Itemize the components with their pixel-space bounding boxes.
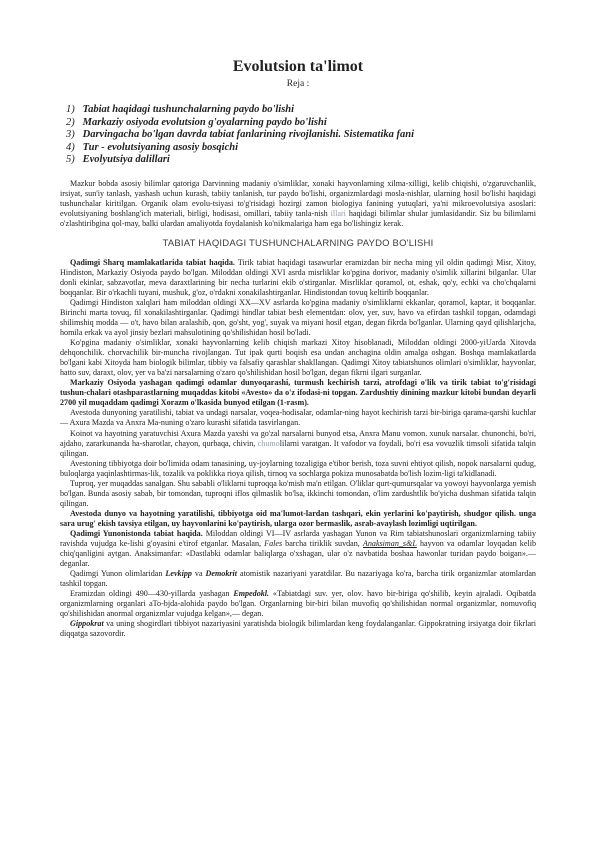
paragraph-text: va <box>194 569 203 579</box>
name-fales: Fales <box>264 539 283 549</box>
paragraph-empedokl <box>60 589 536 619</box>
paragraph-text: Eramizdan oldingi 490—430-yillarda yashagan <box>70 589 230 599</box>
paragraph-lead: Qadimgi Yunonistonda tabiat haqida. <box>70 529 203 538</box>
paragraph-greece <box>60 529 536 569</box>
paragraph-china: Ko'pgina madaniy o'simliklar, xonaki hayvonlarning kelib chiqish markazi Xitoy hisoblanadi, Miloddan oldingi 2000-yiUarda Xitovda dehqonchilik. chorvachilik bir-muncha rivojlangan. Tut ipak qurti boqish esa undan anchagina oldin amalga oshgan. Boshqa mamlakatlarda bo'lgani kabi Xitoyda ham biologik bilimlar, tibbiy va falsafiy qarashlar shakllangan. Qadimgi Xitoy tabiatshunos olimlari o'simliklar, hayvonlar, hatto suv, daraxt, olov, yer va ba'zi narsalarning o'zaro qo'shilishidan hosil bo'lgan, degan fikrni ilgari surganlar. <box>60 338 536 378</box>
plan-item <box>66 104 536 117</box>
paragraph-text-end: «Tabiatdagi suv. yer, olov. havo bir-biriga qo'shilib, keyin ajraladi. Oqibatda organizmlarning organlari aTo-bjda-alohida paydo bo'lgan. Organlarning bir-biri bilan muvofiq qo'shilishidan normal organizmlar, nomuvofiq qo'shilishidan anormal organizmlar vujudga kelgan»,— degan. <box>60 589 536 619</box>
paragraph-text: Koinot va hayotning yaratuvchisi Axura Mazda yaxshi va go'zal narsalarni bunyod etsa, Anxra Manu vomon. xunuk narsalar. chunonchi, bo'ri, ajdaho, zararkunanda ha-sharotlar, chayon, qurbaqa, chivin, <box>60 428 536 448</box>
plan-item <box>66 154 536 167</box>
paragraph-india: Qadimgi Hindiston xalqlari ham miloddan oldingi XX—XV asrlarda ko'pgina madaniy o'simliklarni ekkanlar, qoramol, kaptar, it boqqanlar. Birinchi marta tovuq, fil xonakilashtirganlar. Qadimgi hindlar tabiat besh elementdan: olov, yer, suv, havo va efirdan tashkil topgan, odamdagi shilimshiq modda — o't, havo bilan aralashib, qon, go'sht, yog', suyak va miyani hosil etgan, degan fikrda bo'lganlar. Ularning qayd qilishlarjcha, homila erkak va ayol jinsiy bezlari mahsulotining qo'shilishidan hosil bo'ladi. <box>60 297 536 338</box>
name-levkipp: Levkipp <box>165 569 192 579</box>
plan-item-text: Darvingacha bo'lgan davrda tabiat fanlarining rivojlanishi. Sistematika fani <box>82 129 415 140</box>
plan-item <box>66 129 536 142</box>
paragraph-faint-text: chumo <box>257 438 280 448</box>
plan-item-text: Evolyutsiya dalillari <box>82 154 170 165</box>
plan-item-number: 5) <box>66 154 75 165</box>
paragraph-soil: Tuproq, yer muqaddas sanalgan. Shu sababli o'liklarni tuproqqa ko'mish ma'n etilgan. O'liklar qurt-qumursqalar va yowoyi hayvonlarga yemish bo'lgan. Bunda asosiy sabab, bir tomondan, tuproqni iflos qilmaslik bo'lsa, ikkinchi tomondan, o'lim zardushtlik bo'yicha dushman sifatida talqin qilingan. <box>60 478 536 508</box>
paragraph-atomism <box>60 569 536 589</box>
paragraph-east <box>60 258 536 298</box>
paragraph-text: Qadimgi Yunon olimlaridan <box>70 569 163 579</box>
paragraph-text-end: hayvon va odamlar loyqadan kelib chiq'qanligini aytgan. Anaksimanfar: «Dastlabki odamlar baliqlarga o'xshagan, ular o'z navbatida boshaa hawonlar turidan paydo boigan».— deganlar. <box>60 539 536 569</box>
plan-item-text: Tabiat haqidagi tushunchalarning paydo bo'lishi <box>82 104 295 115</box>
plan-item <box>66 117 536 130</box>
paragraph-text: Tirik tabiat haqidagi tasawurlar eramizdan bir necha ming yil oldin qadimgi Misr, Xitoy, Hindiston, Markaziy Osiyoda paydo bo'lgan. Miloddan oldingi XVI asrda misrliklar ko'pgina dorivor, madaniy o'simlik xillarini bilganlar. Ular donli ekinlar, sabzavotlar, meva daraxtlarining bir necha turlarini ekib o'stirganlar. Misrliklar qoramol, ot, eshak, qo'y, echki va cho'chqalarni boqqanlar. Bir o'rkachli tuyani, mushuk, g'oz, o'rdakni xonakilashtirganlar. Hindistondan tovuq keltirib boqqanlar. <box>60 257 536 297</box>
intro-paragraph <box>60 179 536 229</box>
paragraph-text-end: lilarni varatgan. It vafodor va foydali, bo'ri esa vovuzlik timsoli sifatida talqin qilingan. <box>60 438 536 458</box>
document-title: Evolutsion ta'limot <box>232 58 364 75</box>
paragraph-medicine: Avestoning tibbiyotga doir bo'limida odam tanasining, uy-joylarning tozaligiga e'tibor berish, toza suvni ehtiyot qilish, nopok narsalarni qudug, buloqlarga yaqinlashtirmas-lik, tozalik va poklikka rioya qilish, tirnoq va sochlarga pokiza munosabatda bo'lish lozim-ligi ta'kidlanadi. <box>60 458 536 478</box>
name-gippokrat: Gippokrat <box>70 619 104 629</box>
plan-item-number: 4) <box>66 141 75 153</box>
plan-list <box>60 104 536 167</box>
name-empedokl: Empedokl. <box>233 589 270 599</box>
name-demokrit: Demokrit <box>205 569 238 579</box>
paragraph-lead: Qadimgi Sharq mamlakatlarida tabiat haqida. <box>70 257 235 267</box>
paragraph-avesto: Markaziy Osiyoda yashagan qadimgi odamlar dunyoqarashi, turmush kechirish tarzi, atrofdagi o'lik va tirik tabiat to'g'risidagi tushun-chalari otashparastlarning muqaddas kitobi «Avesto» da o'z ifodasi-ni topgan. Zardushtiy dinining mazkur kitobi bundan deyarli 2700 yil muqaddam qadimgi Xorazm o'lkasida bunyod etilgan (1-rasm). <box>60 378 536 408</box>
paragraph-text-end: atomistik nazariyani yaratdilar. Bu nazariyaga ko'ra, barcha tirik organizmlar atomlardan tashkil topgan. <box>60 569 536 589</box>
paragraph-text: Miloddan oldingi VI—IV asrlarda yashagan Yunon va Rim tabiatshunoslari organizmlarning tabiiy ravishda vujudga ke-lishi g'oyasini e'tirof etganlar. Masalan, <box>60 529 536 549</box>
plan-label: Reja : <box>286 79 310 89</box>
intro-text: Mazkur bobda asosiy bilimlar qatoriga Darvinning madaniy o'simliklar, xonaki hayvonlarning xilma-xilligi, kelib chiqishi, o'zgaruvchanlik, irsiyat, sun'iy tanlash, yashash uchun kurash, tabiiy tanlanish, tur paydo bo'lishi, organizmlardagi mosla-nishlar, ularning hosil bo'lishi haqidagi tushunchalar kiritilgan. Organik olam evolu-tsiyasi to'g'risidagi hozirgi zamon biologiya fanining yutuqlari, ya'ni mikroevolutsiya asoslari: evolutsiyaning boshlang'ich materiali, birligi, hodisasi, omillari, tabiiy tanla-nish <box>60 178 536 218</box>
plan-item-number: 1) <box>66 104 75 115</box>
intro-faint-text: illari <box>330 208 346 218</box>
paragraph-text-end: va uning shogirdlari tibbiyot nazariyasini yaratishda biologik bilimlardan keng foydalanganlar. Gippokratning irsiyatga doir fikrlari diqqatga sazovordir. <box>60 619 537 639</box>
name-anaksiman: Anaksiman_s&L <box>362 539 417 549</box>
intro-text-end: haqidagi bilimlar shular jumlasidandir. Siz bu bilimlarni o'zlashtiribgina qol-may, balki ulardan amaliyotda foydalanish ko'nikmalariga ham ega bo'lishingiz kerak. <box>60 208 536 228</box>
paragraph-text: barcha tiriklik suvdan, <box>285 539 360 549</box>
paragraph-agriculture: Avestoda dunyo va hayotning yaratilishi, tibbiyotga oid ma'lumot-lardan tashqari, ekin yerlarini ko'paytirish, shudgor qilish. unga sara urug' ekish tavsiya etilgan, uy hayvonlarini ko'paytirish, ularga ozor bermaslik, asrab-avaylash lozimligi uqtirilgan. <box>60 508 536 528</box>
paragraph-gippokrat <box>60 619 536 639</box>
plan-item-number: 2) <box>66 116 75 128</box>
plan-item-number: 3) <box>66 129 75 140</box>
plan-item <box>66 142 536 155</box>
plan-item-text: Tur - evolutsiyaning asosiy bosqichi <box>82 141 238 153</box>
paragraph-avesto-creation: Avestoda dunyoning yaratilishi, tabiat va undagi narsalar, voqea-hodisalar, odamlar-ning hayot kechirish tarzi bir-biriga qarama-qarshi kuchlar — Axura Mazda va Anxra Ma-nuning o'zaro kurashi sifatida tasvirlangan. <box>60 408 536 428</box>
section-heading: TABIAT HAQIDAGI TUSHUNCHALARNING PAYDO BO'LISHI <box>162 237 434 249</box>
plan-item-text: Markaziy osiyoda evolutsion g'oyalarning paydo bo'lishi <box>82 116 327 128</box>
paragraph-cosmos <box>60 429 536 459</box>
